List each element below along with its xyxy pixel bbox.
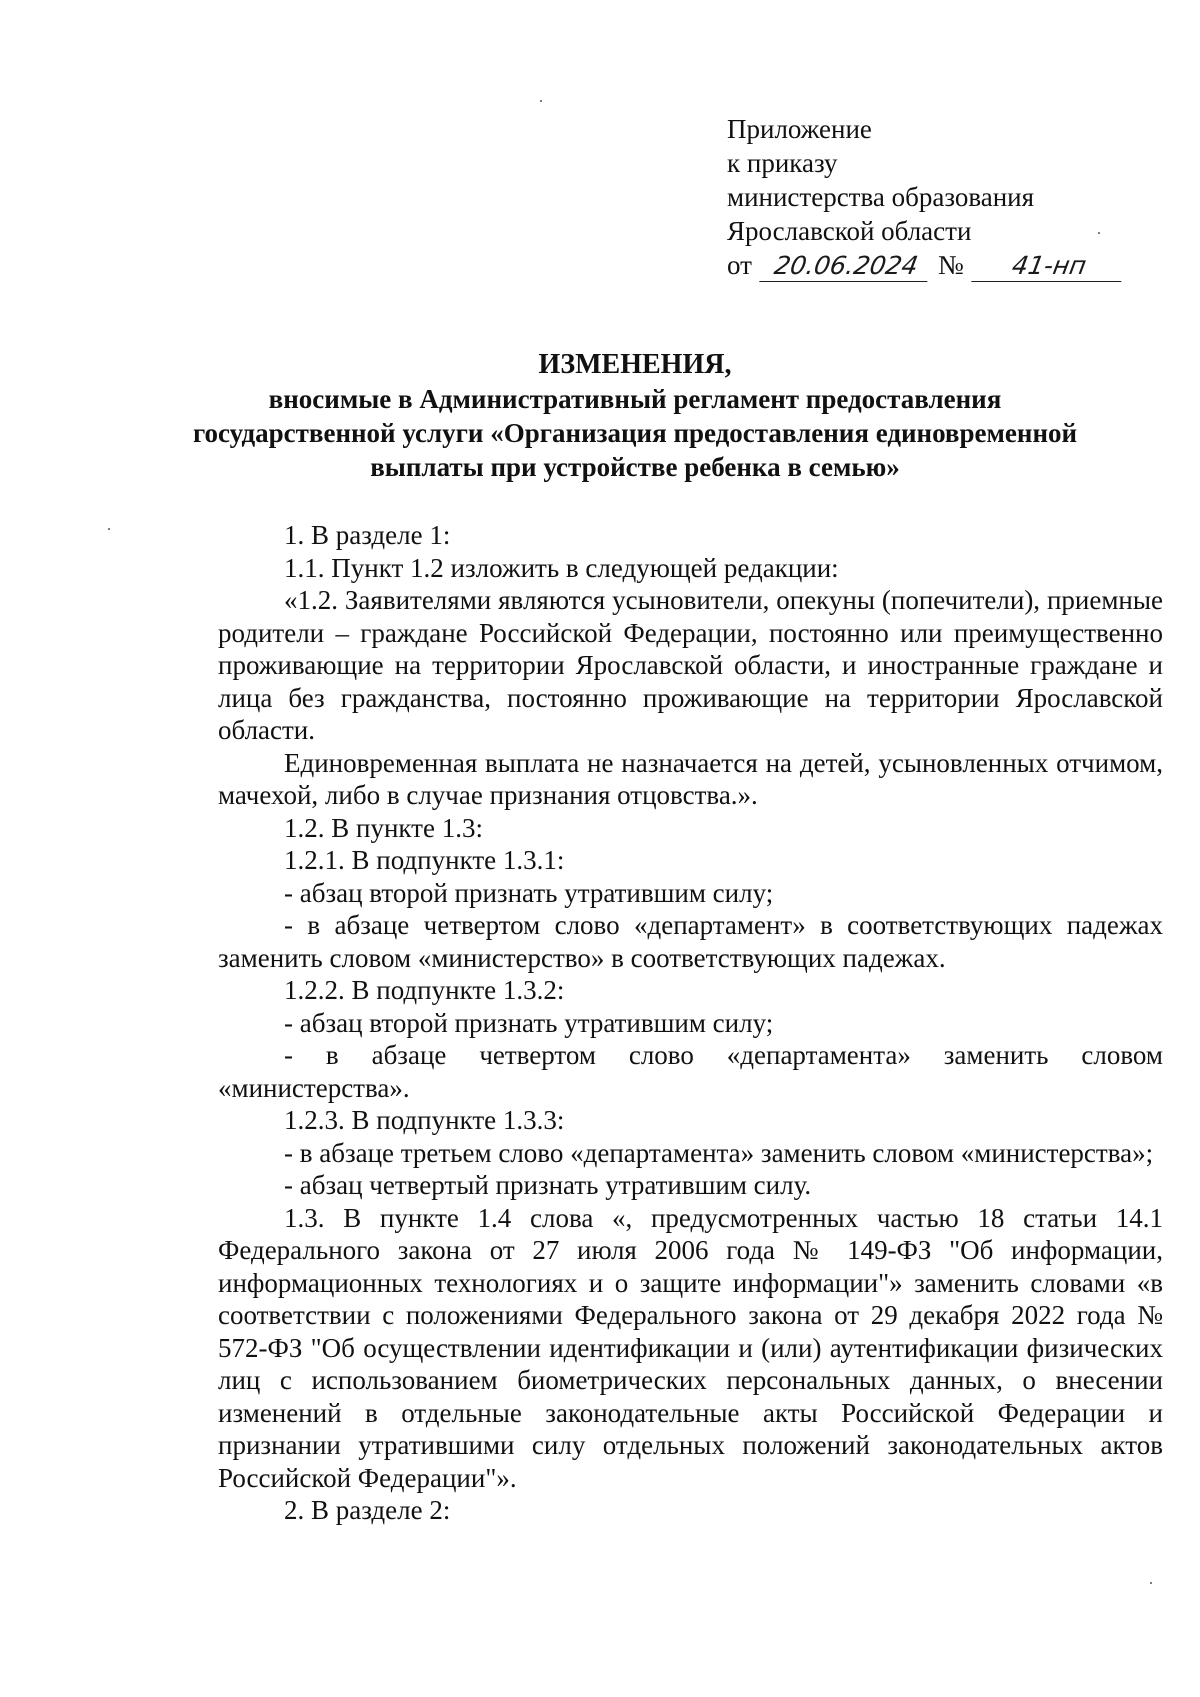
scan-speck <box>1098 232 1100 234</box>
paragraph: 1.1. Пункт 1.2 изложить в следующей редакции: <box>284 552 839 583</box>
handwritten-date: 20.06.2024 <box>759 251 932 282</box>
paragraph: 1.2.1. В подпункте 1.3.1: <box>284 845 565 875</box>
title-line: государственной услуги «Организация предоставления единовременной <box>192 418 1078 448</box>
handwritten-number: 41-нп <box>971 251 1126 282</box>
paragraph: - абзац второй признать утратившим силу; <box>284 1007 774 1038</box>
paragraph: 1. В разделе 1: <box>284 520 451 550</box>
document-title <box>190 348 1080 484</box>
paragraph: - в абзаце четвертом слово «департамент» в соответствующих падежах заменить словом «министерство» в соответствующих падежах. <box>218 910 1163 973</box>
appendix-block <box>727 112 1147 282</box>
order-date-number-row <box>727 248 1147 282</box>
scan-speck <box>1150 1582 1152 1584</box>
paragraph: - абзац второй признать утратившим силу; <box>284 877 774 908</box>
paragraph: 2. В разделе 2: <box>284 1495 451 1525</box>
paragraph: «1.2. Заявителями являются усыновители, опекуны (попечители), приемные родители – граждане Российской Федерации, постоянно или преимущественно проживающие на территории Ярославской области, и иностранные граждане и лица без гражданства, постоянно проживающие на территории Ярославской области. <box>218 585 1163 745</box>
title-line: выплаты при устройстве ребенка в семью» <box>370 452 900 482</box>
paragraph: 1.2.3. В подпункте 1.3.3: <box>284 1105 565 1135</box>
from-label: от <box>727 250 752 280</box>
paragraph: - в абзаце третьем слово «департамента» заменить словом «министерства»; <box>284 1137 1154 1168</box>
paragraph: 1.2.2. В подпункте 1.3.2: <box>284 975 565 1005</box>
paragraph: 1.2. В пункте 1.3: <box>284 812 483 843</box>
scan-speck <box>108 528 110 530</box>
paragraph: - в абзаце четвертом слово «департамента» заменить словом «министерства». <box>218 1040 1163 1103</box>
appendix-line: Приложение <box>727 114 872 144</box>
appendix-line: министерства образования <box>727 182 1035 212</box>
appendix-line: к приказу <box>727 148 838 178</box>
scan-speck <box>540 100 542 102</box>
appendix-line: Ярославской области <box>727 216 972 246</box>
paragraph: - абзац четвертый признать утратившим силу. <box>284 1170 812 1200</box>
title-line: вносимые в Административный регламент предоставления <box>268 384 1002 414</box>
paragraph: Единовременная выплата не назначается на детей, усыновленных отчимом, мачехой, либо в случае признания отцовства.». <box>218 747 1163 810</box>
number-sign: № <box>937 250 964 280</box>
document-body <box>218 519 1163 1527</box>
paragraph: 1.3. В пункте 1.4 слова «, предусмотренных частью 18 статьи 14.1 Федерального закона от 27 июля 2006 года № 149-ФЗ "Об информации, информационных технологиях и о защите информации"» заменить словами «в соответствии с положениями Федерального закона от 29 декабря 2022 года № 572-ФЗ "Об осуществлении идентификации и (или) аутентификации физических лиц с использованием биометрических персональных данных, о внесении изменений в отдельные законодательные акты Российской Федерации и признании утратившими силу отдельных положений законодательных актов Российской Федерации"». <box>218 1202 1163 1493</box>
title-main: ИЗМЕНЕНИЯ, <box>538 349 732 380</box>
